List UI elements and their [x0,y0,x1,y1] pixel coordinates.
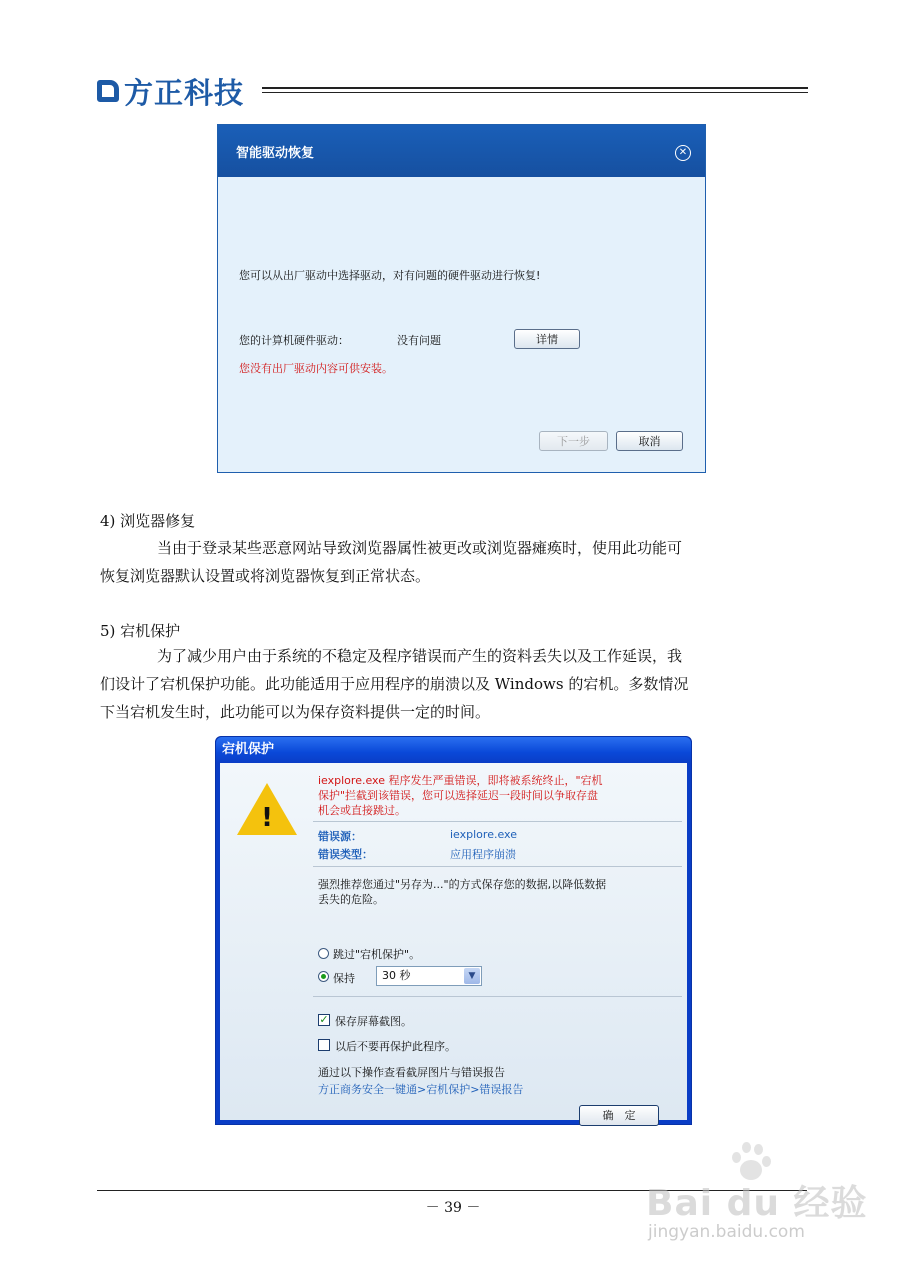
baidu-watermark-url: jingyan.baidu.com [648,1222,805,1242]
screenshot-checkbox-label: 保存屏幕截图。 [335,1015,412,1028]
hardware-driver-status: 没有问题 [397,334,441,347]
page-number: － 39 － [425,1200,481,1216]
header-rule [262,87,808,93]
next-button[interactable]: 下一步 [539,431,608,451]
delay-select-value: 30 秒 [382,969,411,982]
radio-skip-label: 跳过"宕机保护"。 [333,948,421,961]
no-driver-error: 您没有出厂驱动内容可供安装。 [239,362,393,375]
paragraph-line: 下当宕机发生时，此功能可以为保存资料提供一定的时间。 [100,703,491,721]
chevron-down-icon[interactable]: ▼ [464,968,480,984]
divider [313,996,682,997]
save-advice-line: 强烈推荐您通过"另存为..."的方式保存您的数据,以降低数据 [318,878,607,891]
delay-select[interactable] [376,966,482,986]
close-icon[interactable]: ✕ [675,145,691,161]
error-type-label: 错误类型： [318,848,373,861]
paragraph-line: 们设计了宕机保护功能。此功能适用于应用程序的崩溃以及 Windows 的宕机。多数情况 [100,675,689,693]
divider [313,866,682,867]
company-logo [97,74,244,108]
dialog-client-area [220,763,687,1120]
radio-skip[interactable] [318,948,329,959]
exclamation-mark: ! [261,803,273,833]
logo-mark-icon [97,80,119,102]
report-path-link[interactable]: 方正商务安全一键通>宕机保护>错误报告 [318,1083,524,1096]
radio-keep[interactable] [318,971,329,982]
error-message-line: iexplore.exe 程序发生严重错误，即将被系统终止，"宕机 [318,774,603,787]
dialog-title: 智能驱动恢复 [236,145,315,161]
error-message-line: 保护"拦截到该错误，您可以选择延迟一段时间以争取存盘 [318,789,599,802]
screenshot-checkbox[interactable]: ✓ [319,1013,329,1026]
section-heading-browser-repair: 4) 浏览器修复 [100,512,196,530]
ok-button[interactable]: 确 定 [579,1105,659,1126]
hardware-driver-label: 您的计算机硬件驱动： [239,334,349,347]
paragraph-line: 恢复浏览器默认设置或将浏览器恢复到正常状态。 [100,567,431,585]
section-browser-repair-text [100,534,806,590]
dialog-titlebar [218,125,705,177]
cancel-button[interactable]: 取消 [616,431,683,451]
driver-restore-dialog [217,124,706,473]
error-type-value: 应用程序崩溃 [450,848,516,861]
report-hint: 通过以下操作查看截屏图片与错误报告 [318,1066,505,1079]
error-message-line: 机会或直接跳过。 [318,804,406,817]
save-advice-line: 丢失的危险。 [318,893,384,906]
never-protect-checkbox[interactable] [318,1039,330,1051]
section-crash-protect-text [100,642,806,726]
logo-text: 方正科技 [124,75,245,110]
details-button[interactable]: 详情 [514,329,580,349]
error-source-label: 错误源： [318,830,362,843]
dialog-title: 宕机保护 [216,737,691,763]
radio-keep-label: 保持 [333,972,355,985]
driver-intro-text: 您可以从出厂驱动中选择驱动，对有问题的硬件驱动进行恢复! [239,269,541,282]
divider [313,821,682,822]
error-source-value: iexplore.exe [450,828,517,841]
section-heading-crash-protect: 5) 宕机保护 [100,622,181,640]
crash-protect-dialog [215,736,692,1125]
paragraph-line: 当由于登录某些恶意网站导致浏览器属性被更改或浏览器瘫痪时，使用此功能可 [157,539,683,557]
never-protect-checkbox-label: 以后不要再保护此程序。 [335,1040,456,1053]
baidu-watermark: Bai du 经验 [646,1183,868,1224]
paragraph-line: 为了减少用户由于系统的不稳定及程序错误而产生的资料丢失以及工作延误，我 [157,647,683,665]
